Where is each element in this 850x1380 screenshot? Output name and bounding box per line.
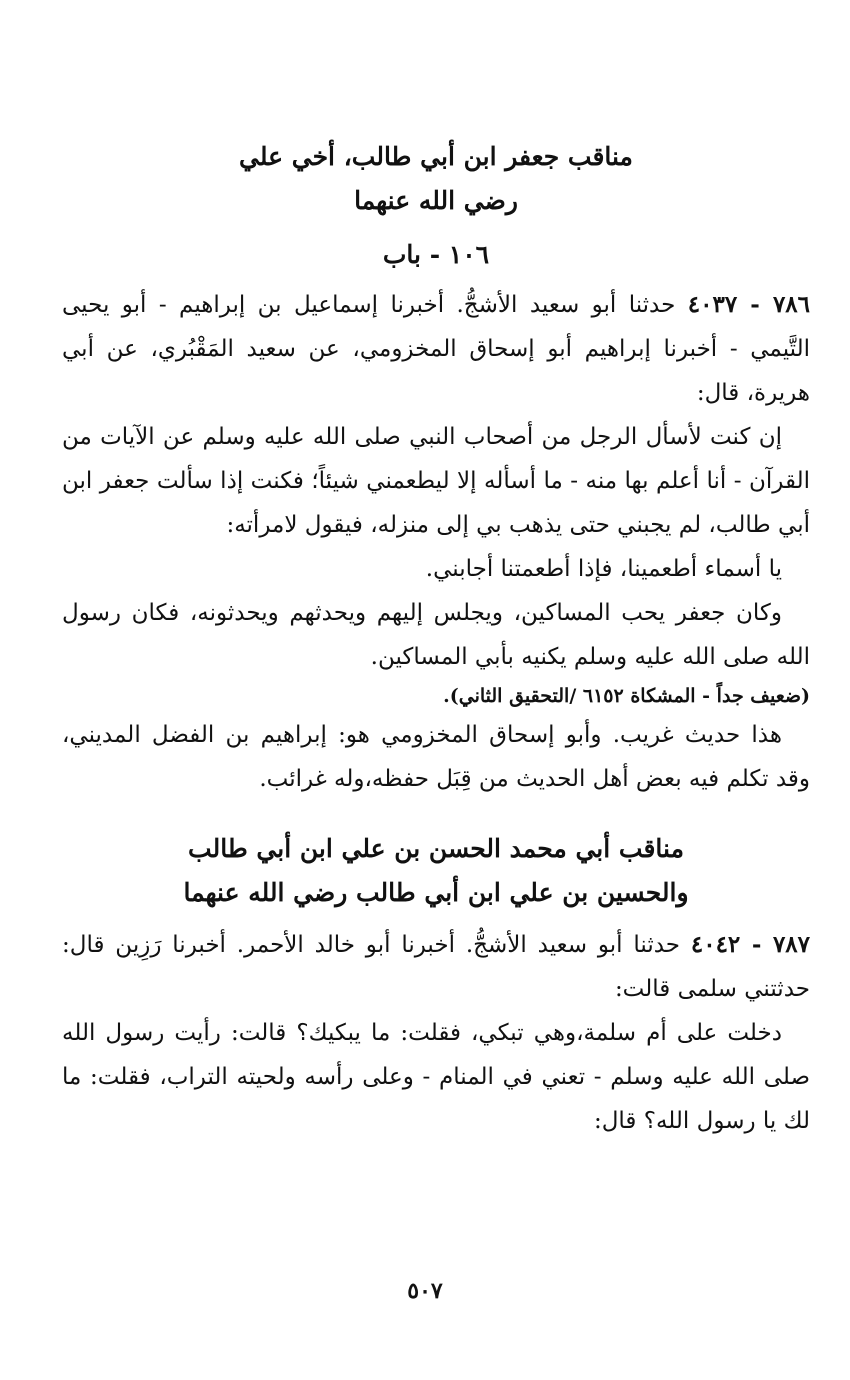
page-number: ٥٠٧ [407,1278,443,1304]
isnad-text: حدثنا أبو سعيد الأشجُّ. أخبرنا إسماعيل بن إبراهيم - أبو يحيى التَّيمي - أخبرنا إبراهيم أبو إسحاق المخزومي، عن سعيد المَقْبُري، عن أبي هريرة، قال: [62,292,810,406]
hadith-matn: دخلت على أم سلمة،وهي تبكي، فقلت: ما يبكيك؟ قالت: رأيت رسول الله صلى الله عليه وسلم - تعني في المنام - وعلى رأسه ولحيته التراب، فقلت: ما لك يا رسول الله؟ قال: [62,1020,810,1134]
section-title-line2: والحسين بن علي ابن أبي طالب رضي الله عنهما [183,878,689,907]
tirmidhi-comment: هذا حديث غريب. وأبو إسحاق المخزومي هو: إبراهيم بن الفضل المديني، وقد تكلم فيه بعض أهل الحديث من قِبَل حفظه،وله غرائب. [62,722,810,792]
hadith-grade: (ضعيف جداً - المشكاة ٦١٥٢ /التحقيق الثاني). [443,685,810,707]
isnad-text: حدثنا أبو سعيد الأشجُّ. أخبرنا أبو خالد الأحمر. أخبرنا رَزِين قال: حدثتني سلمى قالت: [62,932,810,1002]
section-title-line2: رضي الله عنهما [354,186,518,215]
section-title-jafar [62,135,810,223]
hadith-isnad [62,283,810,415]
hadith-matn: يا أسماء أطعمينا، فإذا أطعمتنا أجابني. [425,556,782,582]
hadith-number: ٧٨٧ - ٤٠٤٢ [690,931,810,958]
page-content [62,135,810,1143]
chapter-heading: ١٠٦ - باب [382,240,490,269]
hadith-number: ٧٨٦ - ٤٠٣٧ [687,291,811,318]
hadith-isnad [62,923,810,1011]
hadith-matn: وكان جعفر يحب المساكين، ويجلس إليهم ويحدثهم ويحدثونه، فكان رسول الله صلى الله عليه وسلم يكنيه بأبي المساكين. [62,600,810,670]
section-title-line1: مناقب أبي محمد الحسن بن علي ابن أبي طالب [188,834,684,863]
hadith-matn: إن كنت لأسأل الرجل من أصحاب النبي صلى الله عليه وسلم عن الآيات من القرآن - أنا أعلم بها منه - ما أسأله إلا ليطعمني شيئاً؛ فكنت إذا سألت جعفر ابن أبي طالب، لم يجبني حتى يذهب بي إلى منزله، فيقول لامرأته: [62,424,810,538]
section-title-hasan-husain [62,827,810,915]
section-title-line1: مناقب جعفر ابن أبي طالب، أخي علي [239,142,633,171]
